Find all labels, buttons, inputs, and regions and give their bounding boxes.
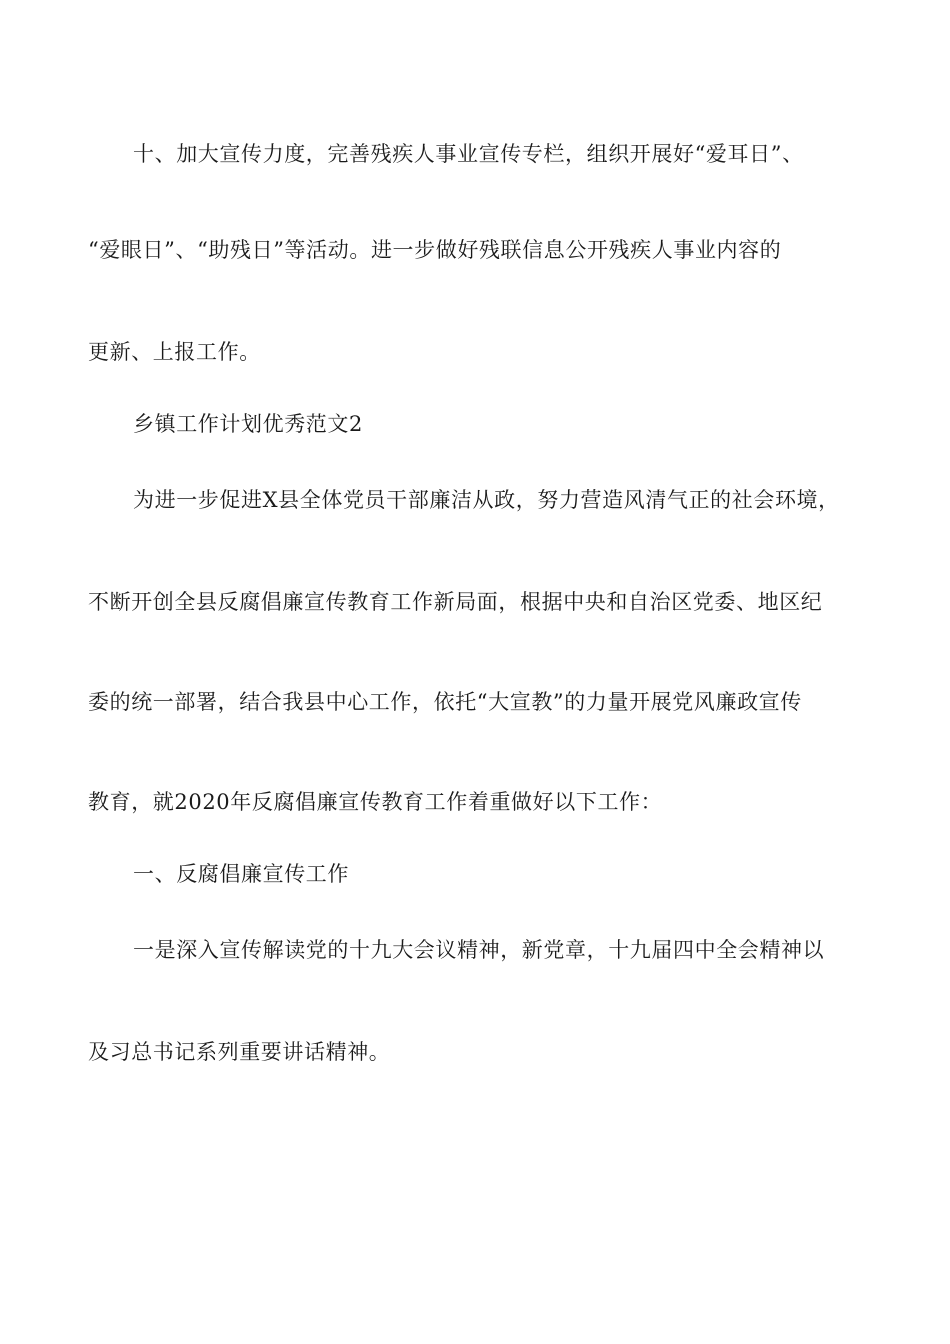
paragraph-line: 十、加大宣传力度，完善残疾人事业宣传专栏，组织开展好“爱耳日”、	[133, 142, 804, 166]
section-heading: 一、反腐倡廉宣传工作	[133, 862, 349, 886]
paragraph-line: 更新、上报工作。	[88, 340, 261, 364]
section-heading: 乡镇工作计划优秀范文2	[133, 412, 363, 436]
paragraph-line: 一是深入宣传解读党的十九大会议精神，新党章，十九届四中全会精神以	[133, 938, 825, 962]
paragraph-line: 不断开创全县反腐倡廉宣传教育工作新局面，根据中央和自治区党委、地区纪	[88, 590, 823, 614]
paragraph-line: 委的统一部署，结合我县中心工作，依托“大宣教”的力量开展党风廉政宣传	[88, 690, 802, 714]
paragraph-line: 为进一步促进X县全体党员干部廉洁从政，努力营造风清气正的社会环境，	[133, 488, 840, 512]
paragraph-line: 及习总书记系列重要讲话精神。	[88, 1040, 391, 1064]
paragraph-line: “爱眼日”、“助残日”等活动。进一步做好残联信息公开残疾人事业内容的	[88, 238, 782, 262]
paragraph-line: 教育，就2020年反腐倡廉宣传教育工作着重做好以下工作：	[88, 790, 663, 814]
